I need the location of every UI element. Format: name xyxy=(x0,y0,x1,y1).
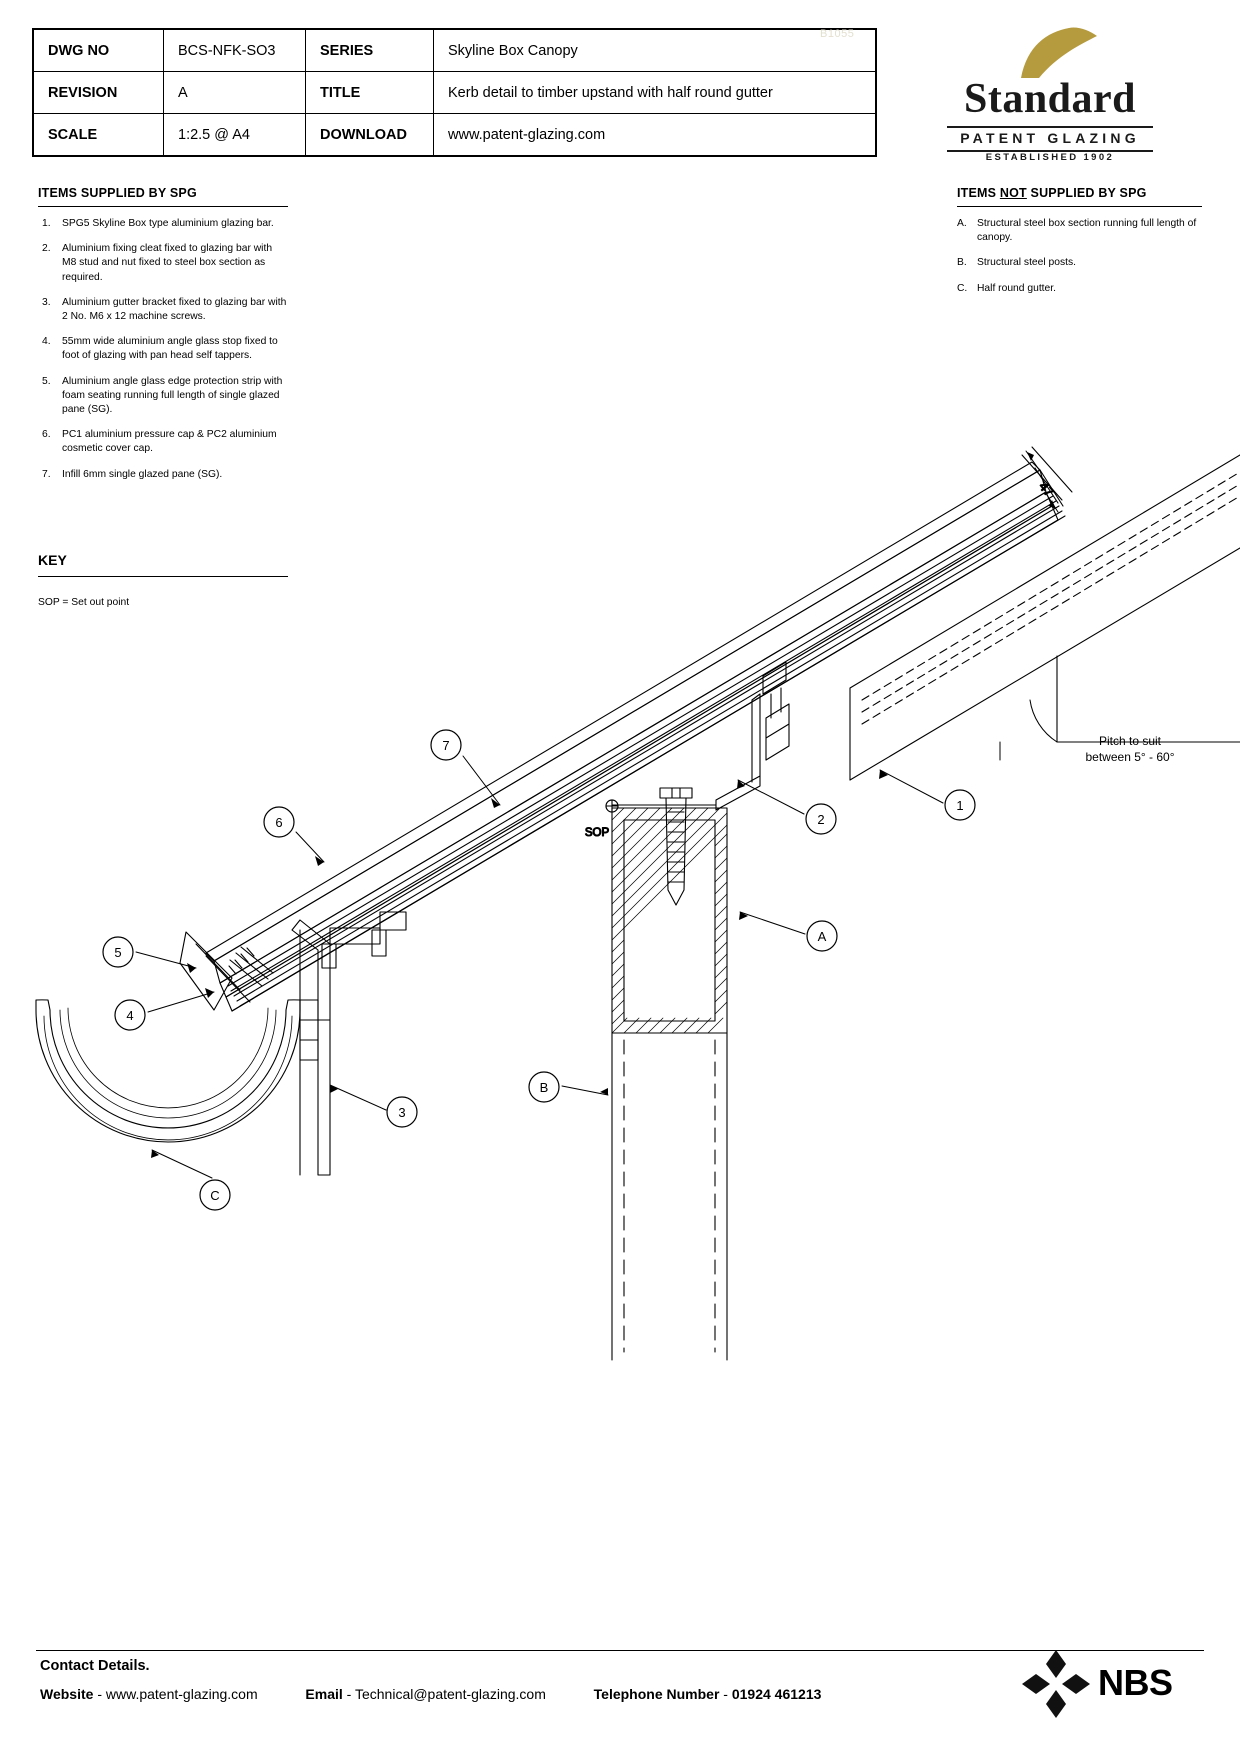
revision-label: REVISION xyxy=(34,72,164,114)
items-supplied-heading: ITEMS SUPPLIED BY SPG xyxy=(38,186,197,200)
list-item-text: Infill 6mm single glazed pane (SG). xyxy=(62,468,223,480)
set-out-point-marker xyxy=(606,800,618,812)
watermark-code: B1055 xyxy=(820,28,855,40)
callout-label: 1 xyxy=(956,798,964,813)
telephone-value: 01924 461213 xyxy=(731,1686,822,1702)
heading-pre: ITEMS xyxy=(957,186,1000,200)
stud-and-nut xyxy=(763,662,789,760)
series-value: Skyline Box Canopy xyxy=(434,30,876,72)
glazing-bar-assembly xyxy=(206,462,1065,1011)
list-item-number: 3. xyxy=(42,296,51,308)
callout-label: 3 xyxy=(398,1105,406,1120)
list-item-number: 7. xyxy=(42,468,51,480)
email-value[interactable]: Technical@patent-glazing.com xyxy=(354,1686,546,1702)
nbs-wordmark: NBS xyxy=(1098,1662,1173,1703)
title-label: TITLE xyxy=(306,72,434,114)
email-label: Email xyxy=(305,1686,343,1702)
callout-bubbles xyxy=(103,730,975,1210)
telephone-label: Telephone Number xyxy=(593,1686,720,1702)
list-item-text: PC1 aluminium pressure cap & PC2 aluminium cosmetic cover cap. xyxy=(62,429,277,455)
list-item-text: Structural steel posts. xyxy=(977,257,1077,269)
title-value: Kerb detail to timber upstand with half round gutter xyxy=(434,72,876,114)
callout-label: B xyxy=(539,1080,549,1095)
list-item-text: Aluminium gutter bracket fixed to glazing bar with 2 No. M6 x 12 machine screws. xyxy=(62,296,287,323)
website-label: Website xyxy=(40,1686,94,1702)
logo-established: ESTABLISHED 1902 xyxy=(985,152,1115,163)
nbs-mark-icon xyxy=(1020,1648,1092,1720)
list-item-text: SPG5 Skyline Box type aluminium glazing bar. xyxy=(62,218,274,229)
callout-label: 6 xyxy=(275,815,283,830)
list-item-number: 6. xyxy=(42,429,51,441)
heading-not: NOT xyxy=(999,186,1027,200)
pitch-annotation xyxy=(1030,656,1240,742)
dwg-no-value: BCS-NFK-SO3 xyxy=(164,30,306,72)
bracket-bolts xyxy=(322,912,406,968)
download-value[interactable]: www.patent-glazing.com xyxy=(434,114,876,156)
contact-details-row xyxy=(40,1686,821,1702)
pitch-label-line2: between 5° - 60° xyxy=(1085,750,1175,764)
callout-label: 5 xyxy=(114,945,122,960)
list-item-text: Aluminium angle glass edge protection strip with foam seating running full length of single glazed pane (SG). xyxy=(62,375,283,416)
key-text: SOP = Set out point xyxy=(38,597,130,608)
nbs-logo xyxy=(1020,1648,1200,1722)
list-item-number: 5. xyxy=(42,375,51,387)
steel-post xyxy=(612,1033,727,1360)
sop-label: SOP xyxy=(584,827,610,839)
download-label: DOWNLOAD xyxy=(306,114,434,156)
key-heading: KEY xyxy=(38,552,67,568)
heading-post: SUPPLIED BY SPG xyxy=(1026,186,1147,200)
contact-details-heading: Contact Details. xyxy=(40,1658,150,1674)
dash-1: - xyxy=(97,1686,102,1702)
dash-3: - xyxy=(723,1686,728,1702)
scale-label: SCALE xyxy=(34,114,164,156)
website-value[interactable]: www.patent-glazing.com xyxy=(105,1686,258,1702)
list-item-text: Half round gutter. xyxy=(977,282,1056,294)
dwg-no-label: DWG NO xyxy=(34,30,164,72)
list-item-text: 55mm wide aluminium angle glass stop fixed to foot of glazing with pan head self tappers. xyxy=(62,336,278,362)
leader-lines xyxy=(136,742,1000,1178)
callout-label: 7 xyxy=(442,738,450,753)
list-item-number: B. xyxy=(957,257,967,269)
callout-label: 4 xyxy=(126,1008,134,1023)
half-round-gutter xyxy=(36,1000,300,1142)
list-item-text: Aluminium fixing cleat fixed to glazing bar with M8 stud and nut fixed to steel box section as required. xyxy=(62,243,273,283)
series-label: SERIES xyxy=(306,30,434,72)
list-item-text: Structural steel box section running full length of canopy. xyxy=(977,218,1197,244)
callout-label: 2 xyxy=(817,812,825,827)
list-item-number: C. xyxy=(957,282,968,294)
list-item-number: 4. xyxy=(42,336,51,348)
dimension-47-label: 47 xyxy=(1036,478,1057,500)
pitch-label-line1: Pitch to suit xyxy=(1098,734,1162,748)
logo-subtitle: PATENT GLAZING xyxy=(960,130,1140,146)
logo-name: Standard xyxy=(963,76,1137,122)
list-item-number: A. xyxy=(957,218,967,229)
list-item-number: 1. xyxy=(42,218,51,229)
callout-label: C xyxy=(210,1188,220,1203)
dash-2: - xyxy=(346,1686,352,1702)
scale-value: 1:2.5 @ A4 xyxy=(164,114,306,156)
revision-value: A xyxy=(164,72,306,114)
callout-label: A xyxy=(817,929,827,944)
list-item-number: 2. xyxy=(42,243,51,255)
